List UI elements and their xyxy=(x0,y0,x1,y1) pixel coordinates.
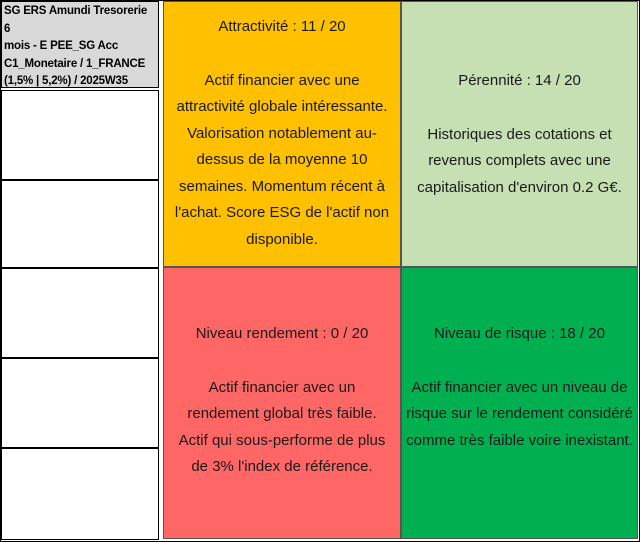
blank-cell xyxy=(1,268,159,358)
blank-cell xyxy=(1,358,159,448)
risque-title: Niveau de risque : 18 / 20 xyxy=(434,325,605,342)
attractivite-title: Attractivité : 11 / 20 xyxy=(218,18,346,35)
perennite-title: Pérennité : 14 / 20 xyxy=(458,72,581,89)
blank-cell xyxy=(1,90,159,180)
risque-description: Actif financier avec un niveau de risque sur le rendement considéré comme très faible voire inexistant. xyxy=(406,378,633,449)
rendement-description: Actif financier avec un rendement global très faible. Actif qui sous-performe de plus de 3% l'index de référence. xyxy=(178,378,386,475)
blank-cell xyxy=(1,180,159,268)
perennite-quadrant xyxy=(401,1,638,267)
attractivite-description: Actif financier avec une attractivité globale intéressante. Valorisation notablement au-dessus de la moyenne 10 semaines. Momentum récent à l'achat. Score ESG de l'actif non disponible. xyxy=(174,71,390,248)
rendement-title: Niveau rendement : 0 / 20 xyxy=(195,325,369,342)
perennite-description: Historiques des cotations et revenus complets avec une capitalisation d'environ 0.2 G€. xyxy=(417,125,622,196)
rendement-quadrant xyxy=(163,267,401,539)
attractivite-quadrant xyxy=(163,1,401,267)
asset-header: SG ERS Amundi Tresorerie 6 mois - E PEE_SG Acc C1_Monetaire / 1_FRANCE (1,5% | 5,2%) / 2025W35 xyxy=(1,1,159,88)
blank-cell xyxy=(1,448,159,540)
risque-quadrant xyxy=(401,267,638,539)
